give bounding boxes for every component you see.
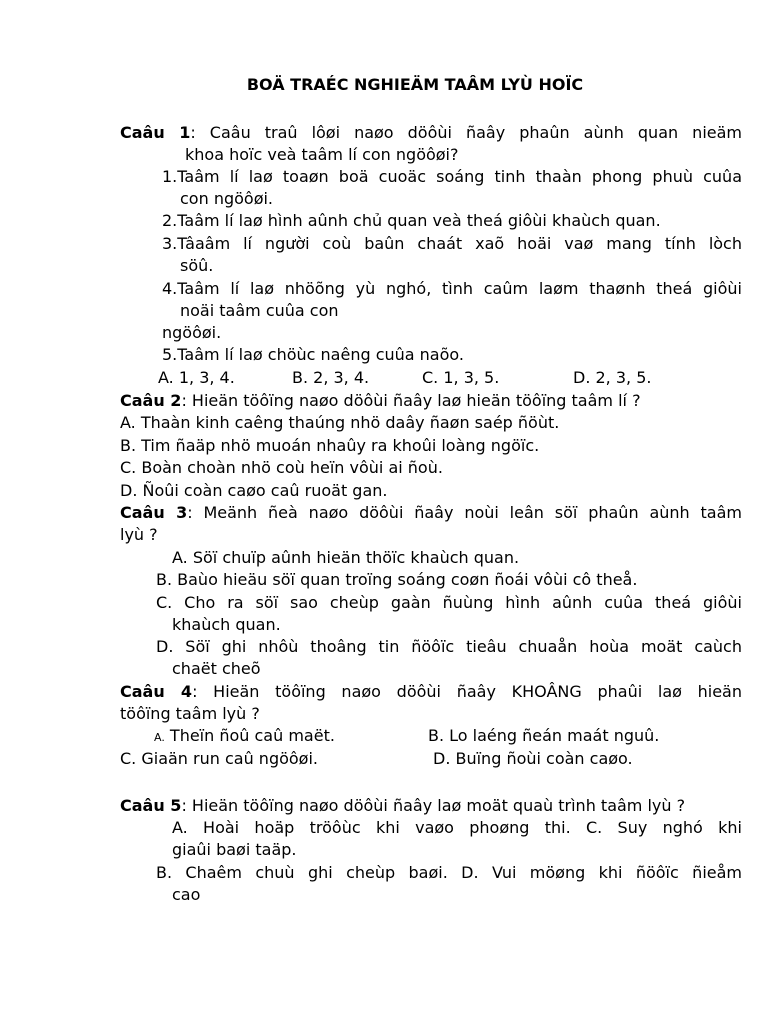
question-1-text: : Caâu traû lôøi naøo döôùi ñaây phaûn aùnh quan nieäm bbox=[190, 123, 742, 142]
question-4-stem-cont: töôïng taâm lyù ? bbox=[120, 704, 260, 723]
q4-option-a-letter: A. bbox=[154, 731, 165, 744]
q2-option-b[interactable]: B. Tim ñaäp nhö muoán nhaûy ra khoûi loàng ngöïc. bbox=[120, 436, 540, 455]
page-title: BOÄ TRAÉC NGHIEÄM TAÂM LYÙ HOÏC bbox=[246, 75, 584, 94]
q1-option-a[interactable]: A. 1, 3, 4. bbox=[158, 368, 235, 387]
question-4-text: : Hieän töôïng naøo döôùi ñaây KHOÂNG phaûi laø hieän bbox=[192, 682, 742, 701]
q4-option-d[interactable]: D. Buïng ñoùi coàn caøo. bbox=[433, 749, 633, 768]
q1-option-b[interactable]: B. 2, 3, 4. bbox=[292, 368, 370, 387]
q3-option-c-cont: khaùch quan. bbox=[172, 615, 281, 634]
question-3-stem-cont: lyù ? bbox=[120, 525, 158, 544]
q1-statement-3-cont: söû. bbox=[180, 256, 214, 275]
q1-statement-4: 4.Taâm lí laø nhöõng yù nghó, tình caûm laøm thaønh theá giôùi bbox=[162, 279, 742, 298]
q5-options-a-c[interactable]: A. Hoài hoäp tröôùc khi vaøo phoøng thi. C. Suy nghó khi bbox=[172, 818, 742, 837]
q1-statement-4-cont2: ngöôøi. bbox=[162, 323, 222, 342]
question-4-label: Caâu 4 bbox=[120, 682, 193, 701]
q4-option-a-text: Theïn ñoû caû maët. bbox=[169, 726, 335, 745]
q1-statement-2: 2.Taâm lí laø hình aûnh chủ quan veà theá giôùi khaùch quan. bbox=[162, 211, 661, 230]
q3-option-d-cont: chaët cheõ bbox=[172, 659, 261, 678]
question-2-text: : Hieän töôïng naøo döôùi ñaây laø hieän töôïng taâm lí ? bbox=[181, 391, 641, 410]
question-5-text: : Hieän töôïng naøo döôùi ñaây laø moät quaù trình taâm lyù ? bbox=[181, 796, 686, 815]
q4-option-b[interactable]: B. Lo laéng ñeán maát nguû. bbox=[428, 726, 660, 745]
q5-options-a-c-cont: giaûi baøi taäp. bbox=[172, 840, 297, 859]
question-2-stem bbox=[120, 390, 641, 412]
q1-statement-4-cont: noäi taâm cuûa con bbox=[180, 301, 339, 320]
q1-option-d[interactable]: D. 2, 3, 5. bbox=[573, 368, 652, 387]
q1-statement-1-cont: con ngöôøi. bbox=[180, 189, 274, 208]
q4-option-a[interactable] bbox=[154, 725, 335, 749]
q3-option-b[interactable]: B. Baùo hieäu söï quan troïng soáng coøn ñoái vôùi cô theå. bbox=[156, 570, 638, 589]
q5-options-b-d[interactable]: B. Chaêm chuù ghi cheùp baøi. D. Vui möøng khi ñöôïc ñieåm bbox=[156, 863, 742, 882]
q2-option-c[interactable]: C. Boàn choàn nhö coù heïn vôùi ai ñoù. bbox=[120, 458, 443, 477]
question-5-label: Caâu 5 bbox=[120, 796, 182, 815]
q1-statement-1: 1.Taâm lí laø toaøn boä cuoäc soáng tinh thaàn phong phuù cuûa bbox=[162, 167, 742, 186]
question-3-stem bbox=[120, 502, 742, 524]
q3-option-d[interactable]: D. Söï ghi nhôù thoâng tin ñöôïc tieâu chuaån hoùa moät caùch bbox=[156, 637, 742, 656]
q4-option-c[interactable]: C. Giaän run caû ngöôøi. bbox=[120, 749, 318, 768]
question-1-stem bbox=[120, 122, 742, 144]
q2-option-d[interactable]: D. Ñoûi coàn caøo caû ruoät gan. bbox=[120, 481, 388, 500]
q1-option-c[interactable]: C. 1, 3, 5. bbox=[422, 368, 500, 387]
question-1-stem-cont: khoa hoïc veà taâm lí con ngöôøi? bbox=[185, 145, 459, 164]
question-1-label: Caâu 1 bbox=[120, 123, 191, 142]
question-2-label: Caâu 2 bbox=[120, 391, 182, 410]
question-3-text: : Meänh ñeà naøo döôùi ñaây noùi leân söï phaûn aùnh taâm bbox=[187, 503, 742, 522]
q2-option-a[interactable]: A. Thaàn kinh caêng thaúng nhö daây ñaøn saép ñöùt. bbox=[120, 413, 560, 432]
q3-option-a[interactable]: A. Söï chuïp aûnh hieän thöïc khaùch quan. bbox=[172, 548, 520, 567]
q1-statement-3: 3.Tâaâm lí người coù baûn chaát xaõ hoäi vaø mang tính lòch bbox=[162, 234, 742, 253]
q5-options-b-d-cont: cao bbox=[172, 885, 201, 904]
question-5-stem bbox=[120, 795, 685, 817]
question-4-stem bbox=[120, 681, 742, 703]
q3-option-c[interactable]: C. Cho ra söï sao cheùp gaàn ñuùng hình aûnh cuûa theá giôùi bbox=[156, 593, 742, 612]
question-3-label: Caâu 3 bbox=[120, 503, 188, 522]
q1-statement-5: 5.Taâm lí laø chöùc naêng cuûa naõo. bbox=[162, 345, 464, 364]
